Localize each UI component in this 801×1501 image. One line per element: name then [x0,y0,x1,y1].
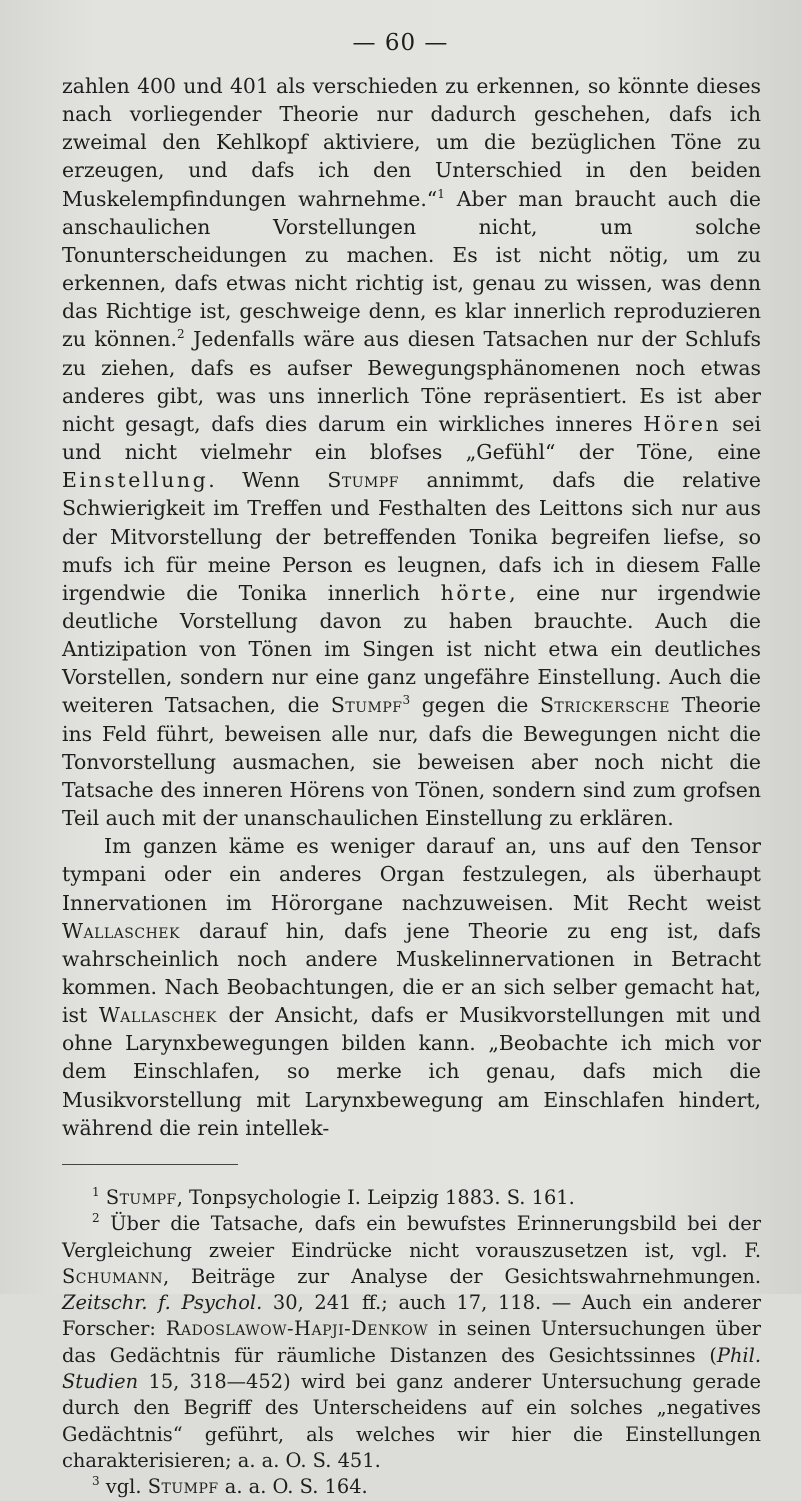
text-run: Jedenfalls wäre aus diesen Tatsachen nur der Schlufs zu ziehen, dafs es aufser Bewegungsphänomenen noch etwas anderes gibt, was uns innerlich Töne repräsentiert. Es ist aber nicht gesagt, dafs dies darum ein wirkliches inneres [62,327,761,436]
footnote [62,1185,761,1211]
author-name: Stumpf [105,1185,177,1209]
text-run: , Beiträge zur Analyse der Gesichtswahrnehmungen. [162,1264,761,1288]
author-name: Strickersche [539,693,670,718]
footnote-separator [62,1164,238,1165]
text-run: vgl. [99,1475,148,1499]
text-run: , Tonpsychologie I. Leipzig 1883. S. 161. [176,1185,575,1209]
author-name: Radoslawow-Hapji-Denkow [165,1317,429,1341]
paragraph [62,832,761,1142]
text-run: , eine nur irgendwie deutliche Vorstellung davon zu haben brauchte. Auch die Antizipation von Tönen im Singen ist nicht etwa ein deutliches Vorstellen, sondern nur eine ganz ungefähre Einstellung. Auch die weiteren Tatsachen, die [62,580,762,718]
paragraph [62,72,761,832]
footnote-marker: 3 [92,1474,100,1489]
body-text [62,72,761,1142]
text-run: zahlen 400 und 401 als verschieden zu erkennen, so könnte dieses nach vorliegender Theorie nur dadurch geschehen, dafs ich zweimal den Kehlkopf aktiviere, um die bezüglichen Töne zu erzeugen, und dafs ich den Unterschied in den beiden Muskelempfindungen wahrnehme.“ [62,74,761,211]
author-name: Wallaschek [62,918,180,943]
author-name: Schumann [62,1264,163,1288]
text-run: 30, 241 ff.; auch 17, 118. — Auch ein anderer Forscher: [62,1291,761,1341]
text-run: 15, 318—452) wird bei ganz anderer Untersuchung gerade durch den Begriff des Unterscheidens auf ein solches „negatives Gedächtnis“ geführt, als welches wir hier die Einstellungen charakterisieren; a. a. O. S. 451. [62,1370,761,1472]
emphasized-text: Hören [643,411,722,436]
text-run: Theorie ins Feld führt, beweisen alle nur, dafs die Bewegungen nicht die Tonvorstellung ausmachen, sie beweisen aber noch nicht die Tatsache des inneren Hörens von Tönen, sondern sind zum grofsen Teil auch mit der unanschaulichen Einstellung zu erklären. [62,693,761,831]
text-run: sei und nicht vielmehr ein blofses „Gefühl“ der Töne, eine [62,411,761,465]
footnote-marker: 1 [92,1184,100,1199]
text-run: gegen die [410,693,540,718]
author-name: Wallaschek [98,1003,217,1028]
footnotes [62,1185,761,1501]
footnote [62,1474,761,1500]
text-run: darauf hin, dafs jene Theorie zu eng ist, dafs wahrscheinlich noch andere Muskelinnervationen in Betracht kommen. Nach Beobachtungen, die er an sich selber gemacht hat, ist [62,918,761,1028]
author-name: Stumpf [147,1475,219,1499]
author-name: Stumpf [327,468,399,493]
footnote-marker: 2 [92,1211,100,1226]
text-run: in seinen Untersuchungen über das Gedächtnis für räumliche Distanzen des Gesichtssinnes ( [62,1317,761,1367]
text-run: Aber man braucht auch die anschaulichen Vorstellungen nicht, um solche Tonunterscheidungen zu machen. Es ist nicht nötig, um zu erkennen, dafs etwas nicht richtig ist, genau zu wissen, was denn das Richtige ist, geschweige denn, es klar innerlich reproduzieren zu können. [62,186,761,352]
text-run: annimmt, dafs die relative Schwierigkeit im Treffen und Festhalten des Leittons sich nur aus der Mitvorstellung der betreffenden Tonika begreifen liefse, so mufs ich für meine Person es leugnen, dafs ich in diesem Falle irgendwie die Tonika innerlich [62,468,761,605]
page-number: — 60 — [352,30,449,56]
emphasized-text: Einstellung [62,468,209,493]
author-name: Stumpf [330,693,403,718]
text-run: Im ganzen käme es weniger darauf an, uns auf den Tensor tympani oder ein anderes Organ festzulegen, als überhaupt Innervationen im Hörorgane nachzuweisen. Mit Recht weist [62,834,761,915]
italic-text: Phil. Studien [62,1343,761,1394]
italic-text: Zeitschr. f. Psychol. [62,1291,263,1315]
text-run: Über die Tatsache, dafs ein bewufstes Erinnerungsbild bei der Vergleichung zweier Eindrücke nicht vorauszusetzen ist, vgl. F. [62,1212,761,1262]
text-run: der Ansicht, dafs er Musikvorstellungen mit und ohne Larynxbewegungen bilden kann. „Beobachte ich mich vor dem Einschlafen, so merke ich genau, dafs mich die Musikvorstellung mit Larynxbewegung am Einschlafen hindert, während die rein intellek- [62,1003,761,1140]
text-run: a. a. O. S. 164. [218,1475,368,1499]
text-run: . Wenn [208,468,328,493]
footnote [62,1211,761,1474]
footnote-marker: 1 [437,186,445,201]
footnote-marker: 3 [402,693,411,708]
footnote-marker: 2 [177,327,185,342]
emphasized-text: hörte [440,580,510,605]
